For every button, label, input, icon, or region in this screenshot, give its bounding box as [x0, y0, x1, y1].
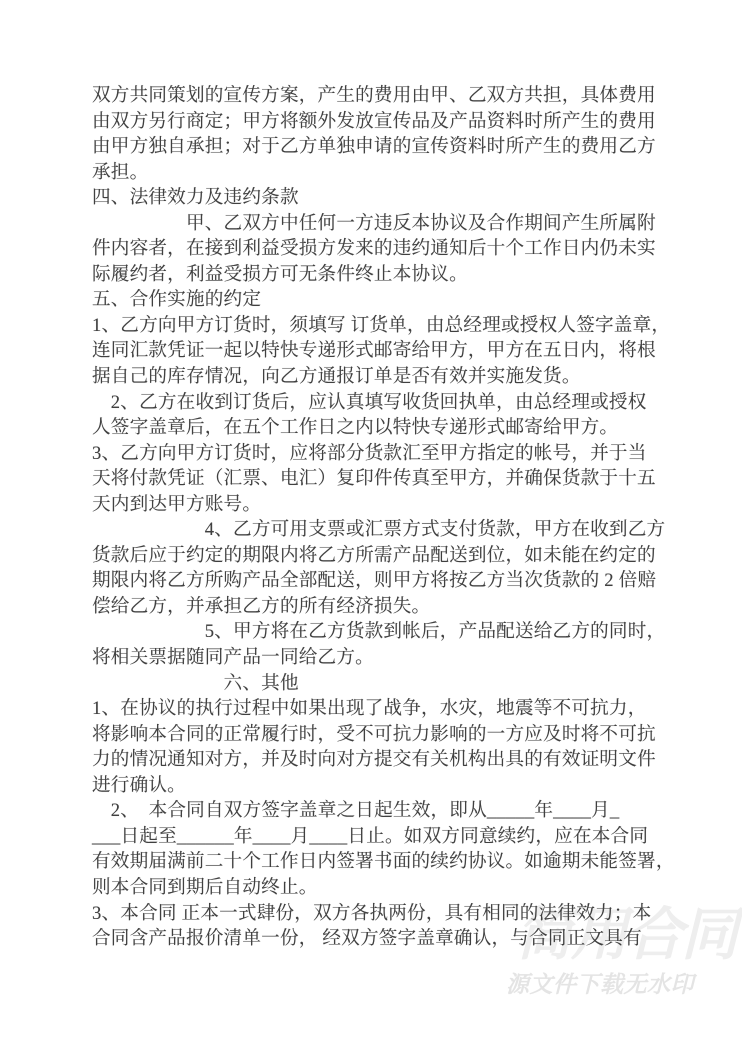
document-line: 甲、乙双方中任何一方违反本协议及合作期间产生所属附 [92, 212, 656, 234]
document-line: 天内到达甲方账号。 [92, 493, 262, 515]
document-line: ___日起至______年____月____日止。如双方同意续约，应在本合同 [92, 825, 649, 847]
document-line: 则本合同到期后自动终止。 [92, 876, 318, 898]
contract-body-text [92, 83, 675, 952]
document-line: 5、甲方将在乙方货款到帐后，产品配送给乙方的同时， [92, 621, 666, 643]
document-line: 件内容者，在接到利益受损方发来的违约通知后十个工作日内仍未实 [92, 238, 656, 260]
document-line: 际履约者，利益受损方可无条件终止本协议。 [92, 263, 468, 285]
document-line: 1、乙方向甲方订货时，须填写 订货单，由总经理或授权人签字盖章， [92, 314, 671, 336]
document-line: 由双方另行商定；甲方将额外发放宣传品及产品资料时所产生的费用 [92, 110, 656, 132]
document-line: 六、其他 [92, 672, 299, 694]
document-line: 3、乙方向甲方订货时，应将部分货款汇至甲方指定的帐号，并于当 [92, 442, 647, 464]
document-line: 1、在协议的执行过程中如果出现了战争，水灾，地震等不可抗力， [92, 698, 647, 720]
watermark-tagline-text: 源文件下载无水印 [506, 972, 694, 998]
document-line: 进行确认。 [92, 774, 186, 796]
document-line: 2、乙方在收到订货后，应认真填写收货回执单，由总经理或授权 [92, 391, 647, 413]
document-line: 承担。 [92, 161, 149, 183]
document-line: 偿给乙方，并承担乙方的所有经济损失。 [92, 595, 431, 617]
document-line: 2、 本合同自双方签字盖章之日起生效，即从_____年____月_ [92, 800, 620, 822]
document-line: 货款后应于约定的期限内将乙方所需产品配送到位，如未能在约定的 [92, 544, 656, 566]
document-line: 将影响本合同的正常履行时，受不可抗力影响的一方应及时将不可抗 [92, 723, 656, 745]
document-line: 合同含产品报价清单一份， 经双方签字盖章确认，与合同正文具有 [92, 928, 642, 950]
document-line: 五、合作实施的约定 [92, 289, 262, 311]
document-line: 四、法律效力及违约条款 [92, 187, 299, 209]
document-line: 3、本合同 正本一式肆份，双方各执两份，具有相同的法律效力；本 [92, 902, 652, 924]
document-line: 力的情况通知对方，并及时向对方提交有关机构出具的有效证明文件 [92, 749, 656, 771]
document-line: 将相关票据随同产品一同给乙方。 [92, 647, 374, 669]
document-line: 有效期届满前二十个工作日内签署书面的续约协议。如逾期未能签署， [92, 851, 675, 873]
document-line: 连同汇款凭证一起以特快专递形式邮寄给甲方，甲方在五日内，将根 [92, 340, 656, 362]
document-line: 天将付款凭证（汇票、电汇）复印件传真至甲方，并确保货款于十五 [92, 468, 656, 490]
document-line: 期限内将乙方所购产品全部配送，则甲方将按乙方当次货款的 2 倍赔 [92, 570, 657, 592]
document-line: 人签字盖章后，在五个工作日之内以特快专递形式邮寄给甲方。 [92, 417, 619, 439]
watermark-brand-text: 简用合同 [516, 902, 736, 968]
document-line: 双方共同策划的宣传方案，产生的费用由甲、乙双方共担，具体费用 [92, 85, 656, 106]
document-line: 4、乙方可用支票或汇票方式支付货款，甲方在收到乙方 [92, 519, 666, 541]
document-line: 由甲方独自承担；对于乙方单独申请的宣传资料时所产生的费用乙方 [92, 136, 656, 158]
document-line: 据自己的库存情况，向乙方通报订单是否有效并实施发货。 [92, 366, 581, 388]
